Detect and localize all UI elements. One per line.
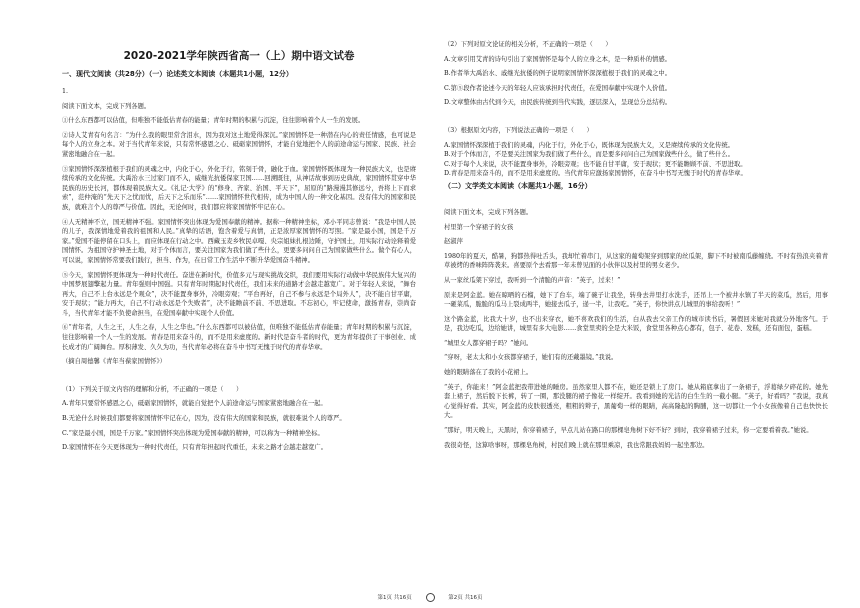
option-b: B.作者举大禹治水、戚继光抗倭的例子说明家国情怀深深植根于我们的灵魂之中。 bbox=[444, 70, 672, 78]
question-1-3: （3）根据原文内容，下列说法正确的一项是（ ） bbox=[444, 126, 593, 134]
paragraph-3: ③家国情怀深深植根于我们的灵魂之中，内化于心，外化于行，铭刻于骨，融化于血。家国情怀既体现为一种民族大义，也是赓续传承的文化传统。大禹治水三过家门而不入，威继光抗倭保家卫国……回溯既往，从神话故事到历史典故，家国情怀贯穿中华民族的历史长河，都体现着民族大义。《礼记·大学》的“修身、齐家、治国、平天下”，屈原的“路漫漫其修远兮，吾将上下而求索”，范仲淹的“先天下之忧而忧，后天下之乐而乐”……家国情怀世代相传，成为中国人的一种文化基因。没有伟大的国家和民族，就难言个人的尊严与价值。因此，无论何时，我们都应将家国情怀牢记在心。 bbox=[62, 165, 416, 211]
spacer bbox=[62, 376, 416, 385]
spacer bbox=[444, 199, 828, 208]
paragraph-2: ②诗人艾青有句名言：“为什么我的眼里常含泪水，因为我对这土地爱得深沉。”家国情怀是一种潜在内心的责任情感，也可说是每个人的立身之本。对于当代青年来说，只有常怀感恩之心、砥砺家国情怀，才能自觉地把个人的前途命运与国家、民族、社会紧密地融合在一起。 bbox=[62, 131, 416, 158]
source-citation: （摘自周德馨《青年当葆家国情怀》） bbox=[62, 358, 166, 366]
option-a: A.文章引用艾青的诗句引出了家国情怀是每个人的立身之本，是一种质朴的情感。 bbox=[444, 55, 671, 63]
story-paragraph: “那好，明天晚上，天黑时，你穿着裙子，早点儿站在路口的那棵皂角树下好不好？到时，我穿着裙子过来，你一定要看着我。”她说。 bbox=[444, 427, 813, 435]
paragraph-6: ⑥“青年者，人生之王，人生之春，人生之华也。”什么东西都可以被估值，但唯独不能低估青春能量；青年时期的积累与沉淀，往往影响着一个人一生的发展。青春是用来奋斗的，而不是用来虚度的。新时代是奋斗者的时代，更为青年提供了干事创业、成长成才的广阔舞台。厚积薄发、久久为功，当代青年必将在奋斗中书写无愧于时代的青春华章。 bbox=[62, 324, 416, 351]
paragraph-4: ④人无精神不立，国无精神不强。家国情怀突出体现为爱国奉献的精神。据称一种精神坐标，邓小平同志曾说：“我是中国人民的儿子，我深情地爱着我的祖国和人民。”真挚的话语，饱含着爱与真情，正是浓厚家国情怀的写照。“家是最小国，国是千万家。”爱国不能停留在口头上，而应体现在行动之中。西藏玉麦乡牧民卓嘎、央宗姐妹扎根边陲，守护国土，用实际行动诠释着爱国情怀。为祖国守护神圣土地，对于个体而言，要关注国家为我们做了些什么，更要多问问自己为国家做些什么。做个有心人，可以说，家国情怀常要我们践行，担当、作为，在日常工作生活中不断升华爱国奋斗精神。 bbox=[62, 218, 416, 264]
option-c: C.第⑤段作者论述今天的年轻人应该承担时代责任，在爱国奉献中实现个人价值。 bbox=[444, 84, 671, 92]
spacer bbox=[62, 367, 416, 376]
option-c: C.“家是最小国，国是千万家。”家国情怀突出体现为爱国奉献的精神，可以称为一种精神坐标。 bbox=[62, 429, 324, 437]
story-paragraph: “城里女人都穿裙子吗？”她问。 bbox=[444, 339, 533, 347]
section-heading-2: （二）文学类文本阅读（本题共1小题，16分） bbox=[444, 181, 592, 190]
option-b: B.无论什么时候我们都要将家国情怀牢记在心，因为，没有伟大的国家和民族，就很难说个人的尊严。 bbox=[62, 415, 346, 423]
paragraph-1: ①什么东西都可以估值，但唯独不能低估青春的能量；青年时期的积累与沉淀，往往影响着个人一生的发展。 bbox=[62, 117, 365, 125]
option-a: A.家国情怀深深植于我们的灵魂，内化于行，外化于心，既体现为民族大义，又是赓续传承的文化传统。 bbox=[444, 141, 734, 149]
page-number-1: 第1页 共16页 bbox=[377, 595, 412, 601]
spacer bbox=[444, 108, 828, 117]
story-title: 村里第一个穿裙子的女孩 bbox=[444, 223, 514, 231]
story-paragraph: “穿呀，老太太和小女孩都穿裙子，她们有的还戴墨镜。”我说。 bbox=[444, 354, 618, 362]
story-paragraph: 1980年的夏天，酷暑，狗都热得吐舌头，我却忙着串门，从这家的葡萄架穿到那家的丝瓜架，脚下不时被南瓜藤缠绕。不时有热浪夹着青草被烤的香味阵阵袭来。喜要原个去看那一年未曾见面的小伙伴以及村里的男女老少。 bbox=[444, 252, 828, 270]
spacer bbox=[444, 117, 828, 126]
option-c: C.对于每个人来说，决不能置身事外，冷眼旁观；也不能自甘平庸，安于现状；更不能瞻顾不前、不思进取。 bbox=[444, 160, 747, 168]
story-paragraph: 她的眼睛落在了我的小花裙上。 bbox=[444, 369, 533, 377]
story-paragraph: 从一家丝瓜架下穿过，我听到一个清脆的声音：“英子，过来！” bbox=[444, 276, 621, 284]
question-1-2: （2）下列对原文论证的相关分析，不正确的一项是（ ） bbox=[444, 41, 612, 48]
center-circle-icon bbox=[426, 593, 435, 602]
option-d: D.文章整体由古代到今天，由民族传统到当代实践，逐层深入，呈现总分总结构。 bbox=[444, 99, 672, 107]
option-d: D.家国情怀在今天更体现为一种时代责任，只有青年担起时代重任，未来之路才会越走越宽广。 bbox=[62, 444, 327, 452]
right-page bbox=[430, 0, 860, 608]
exam-title: 2020-2021学年陕西省高一（上）期中语文试卷 bbox=[123, 50, 355, 62]
option-a: A.青年只要常怀感恩之心，砥砺家国情怀，就能自觉把个人前途命运与国家紧密地融合在一起。 bbox=[62, 400, 327, 408]
story-paragraph: 这个路金蓝，比我大十岁，也不出来穿衣，她不喜欢我们的生活，白从我去父亲工作的城市读书后，暑假回来她对我就分外地客气。于是，我边吃瓜，边给她讲，城里有多大电影……食堂里卖的全是大米饭，食堂里各种点心都有，包子、花卷、发糕，还有面包，蛋糕。 bbox=[444, 315, 828, 333]
story-paragraph: 我很奇怪，这算啥事呀，那棵皂角树，村民们晚上就在那里乘凉，我也常跟我妈妈一起坐那边。 bbox=[444, 441, 709, 449]
page-number-2: 第2页 共16页 bbox=[448, 595, 483, 601]
story-paragraph: “英子，你能来！”阿金蓝把我带进她的睡房。虽然家里人都不在，她还是锁上了房门。她从箱底拿出了一条裙子，浮葛绿夕碎花的。她先套上裙子，然后脱下长裤，转了一圈，那没腿的裙子像花一样绽开。我看到她的光洁的白生生的一截小腿。“英子，好看吗？”我说，我真心觉得好看。其实，阿金蓝的皮肤很透亮，粗粗的辫子，黑葡萄一样的眼睛，高高隆起的胸脯，这一切都让一个小女孩像着自己也快快长大。 bbox=[444, 383, 828, 420]
page-footer bbox=[0, 593, 860, 602]
question-1-1: （1）下列关于原文内容的理解和分析，不正确的一项是（ ） bbox=[62, 385, 243, 393]
question-number: 1. bbox=[62, 88, 69, 95]
option-b: B.对于个体而言，不是要关注国家为我们做了些什么，而是要多问问自己为国家做些什么，做了些什么。 bbox=[444, 151, 734, 159]
paragraph-5: ⑤今天，家国情怀更体现为一种时代责任。奋进在新时代，价值多元与现实挑战交织，我们要用实际行动做中华民族伟大复兴的中国梦展翅擎起力量。青年强则中国强。只有青年时期起时代责任，我们未来的道路才会越走越宽广。对于年轻人来说，“舞台再大，自己不上台永远是个观众”，决不能置身事外，冷眼旁观；“平台再好，自己不参与永远是个局外人”，决不能自甘平庸，安于现状；“能力再大，自己不行动永远是个失败者”，决不能瞻前不前、不思进取。不忘初心，牢记使命，激扬青春，崇尚奋斗，当代青年才能不负使命担当，在爱国奉献中实现个人价值。 bbox=[62, 271, 416, 317]
section-heading-1: 一、现代文阅读（共28分）（一）论述类文本阅读（本题共1小题，12分） bbox=[62, 70, 293, 78]
story-paragraph: 原来是阿金蓝。她在晾晒的石榴，她下了台车，端了碗子让我坐，转身去井里打水洗手，还吊上一个被井水镇了半天的菜瓜，然后，用事一砸菜瓜，脆脆的瓜马上裂成两半，她接去瓜子，递一半，让我吃。“英子，你快讲点儿城里的事给我听！” bbox=[444, 291, 828, 309]
reading-instruction: 阅读下面文本，完成下列各题。 bbox=[62, 102, 151, 110]
reading-instruction: 阅读下面文本，完成下列各题。 bbox=[444, 208, 533, 216]
option-d: D.青春是用来奋斗的，而不是用来虚度的。当代青年应激扬家国情怀，在奋斗中书写无愧于时代的青春华章。 bbox=[444, 170, 747, 178]
story-author: 赵淑萍 bbox=[444, 238, 463, 246]
